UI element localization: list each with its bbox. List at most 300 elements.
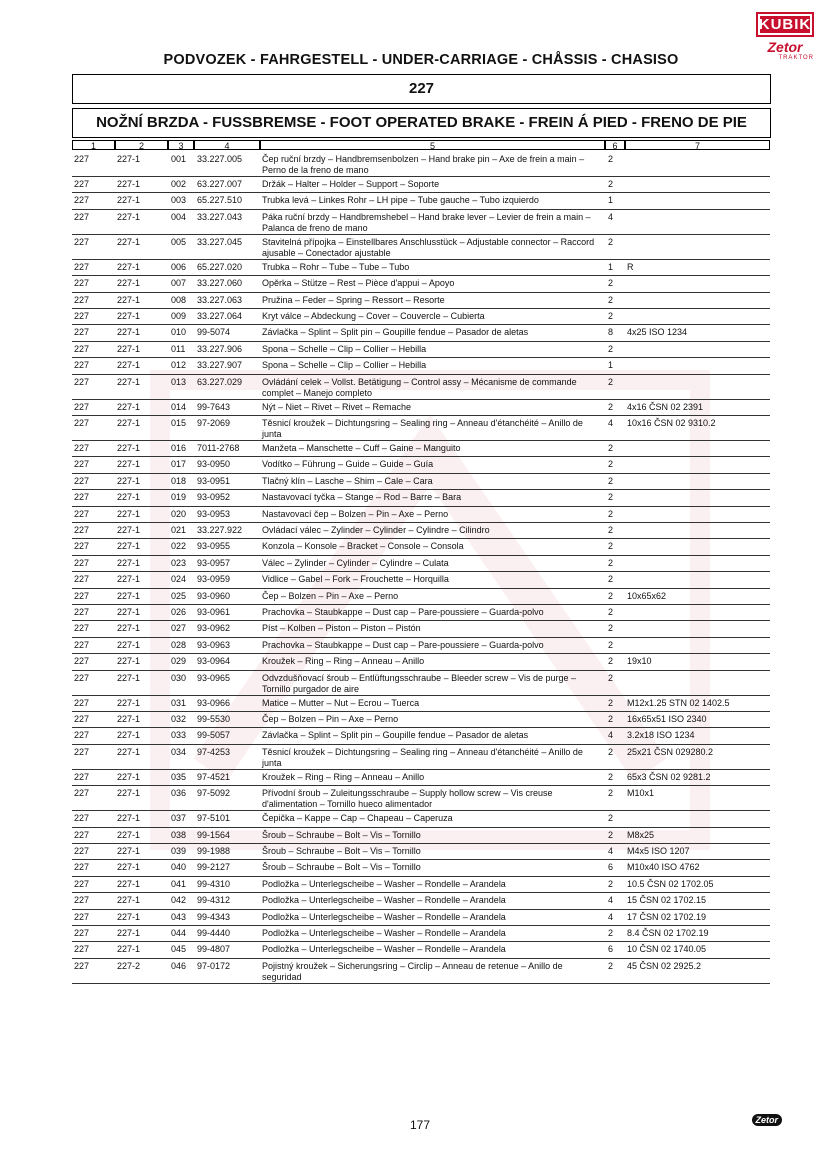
col-part-number: 93-0964 [197, 656, 231, 667]
col-description: Přívodní šroub – Zuleitungsschraube – Supply hollow screw – Vis creuse d'alimentation – Tornillo hueco alimentador [262, 788, 553, 810]
col-number: 227 [74, 846, 90, 856]
table-row [72, 210, 770, 235]
col-position: 034 [171, 746, 187, 757]
col-description: Těsnicí kroužek – Dichtungsring – Sealing ring – Anneau d'étanchéité – Anillo de junta [262, 418, 583, 439]
col-quantity: 2 [608, 508, 614, 519]
col-number: 227 [74, 443, 90, 453]
footer-zetor-logo: Zetor [752, 1114, 783, 1126]
col-description: Držák – Halter – Holder – Support – Soporte [262, 179, 440, 189]
col-part-number: 97-2069 [197, 418, 231, 428]
col-position: 012 [171, 360, 187, 371]
col-part-number: 33.227.906 [197, 343, 243, 354]
col-quantity: 2 [608, 590, 614, 601]
table-row [72, 152, 770, 177]
col-description: Šroub – Schraube – Bolt – Vis – Tornillo [262, 862, 421, 873]
col-part-number: 97-4521 [197, 771, 231, 782]
col-subgroup: 227-1 [117, 656, 141, 667]
col-quantity: 2 [608, 714, 614, 724]
column-header: 2 [115, 140, 168, 150]
col-part-number: 33.227.045 [197, 236, 243, 247]
col-note: 10x65x62 [627, 590, 667, 601]
col-number: 227 [74, 327, 90, 338]
col-subgroup: 227-1 [117, 672, 141, 683]
logo-subtext: TRAKTOR [778, 55, 814, 61]
col-quantity: 2 [608, 656, 614, 667]
col-description: Válec – Zylinder – Cylinder – Cylindre – Culata [262, 557, 449, 568]
table-row [72, 942, 770, 958]
page-number: 177 [409, 1118, 431, 1132]
col-subgroup: 227-1 [117, 846, 141, 856]
col-description: Odvzdušňovací šroub – Entlüftungsschraube – Bleeder screw – Vis de purge – Tornillo purgador de aire [262, 672, 577, 694]
table-row [72, 325, 770, 341]
col-position: 031 [171, 697, 187, 708]
col-position: 022 [171, 541, 187, 552]
table-row [72, 893, 770, 909]
col-subgroup: 227-1 [117, 327, 141, 338]
col-position: 006 [171, 261, 187, 272]
col-number: 227 [74, 771, 90, 782]
col-subgroup: 227-1 [117, 179, 141, 189]
col-subgroup: 227-1 [117, 623, 141, 634]
col-subgroup: 227-1 [117, 443, 141, 453]
col-part-number: 99-1988 [197, 846, 231, 856]
col-number: 227 [74, 508, 90, 519]
col-quantity: 4 [608, 211, 614, 222]
col-subgroup: 227-1 [117, 813, 141, 824]
col-part-number: 63.227.007 [197, 179, 243, 189]
col-note: 3.2x18 ISO 1234 [627, 730, 695, 741]
col-number: 227 [74, 944, 90, 955]
col-subgroup: 227-1 [117, 418, 141, 428]
col-number: 227 [74, 590, 90, 601]
col-note: M8x25 [627, 829, 655, 840]
table-row [72, 860, 770, 876]
col-number: 227 [74, 294, 90, 305]
col-number: 227 [74, 895, 90, 906]
col-position: 024 [171, 574, 187, 585]
col-subgroup: 227-1 [117, 492, 141, 503]
col-quantity: 2 [608, 557, 614, 568]
col-description: Vodítko – Führung – Guide – Guide – Guía [262, 459, 434, 470]
col-quantity: 1 [608, 195, 614, 206]
col-number: 227 [74, 261, 90, 272]
col-subgroup: 227-1 [117, 730, 141, 741]
column-header: 7 [625, 140, 770, 150]
col-note: 10.5 ČSN 02 1702.05 [627, 878, 714, 889]
col-subgroup: 227-1 [117, 401, 141, 412]
column-header: 3 [168, 140, 194, 150]
col-description: Kryt válce – Abdeckung – Cover – Couvercle – Cubierta [262, 311, 485, 321]
col-note: 45 ČSN 02 2925.2 [627, 960, 702, 971]
col-description: Opěrka – Stütze – Rest – Pièce d'appui – Apoyo [262, 278, 455, 289]
col-subgroup: 227-1 [117, 376, 141, 387]
col-description: Manžeta – Manschette – Cuff – Gaine – Manguito [262, 443, 461, 453]
col-description: Trubka levá – Linkes Rohr – LH pipe – Tube gauche – Tubo izquierdo [262, 195, 539, 206]
col-part-number: 93-0950 [197, 459, 231, 470]
col-description: Prachovka – Staubkappe – Dust cap – Pare-poussiere – Guarda-polvo [262, 639, 544, 650]
col-position: 043 [171, 911, 187, 922]
table-row [72, 474, 770, 490]
col-number: 227 [74, 714, 90, 724]
col-description: Nastavovací čep – Bolzen – Pin – Axe – Perno [262, 508, 449, 519]
col-quantity: 4 [608, 730, 614, 741]
col-quantity: 2 [608, 788, 614, 799]
col-subgroup: 227-1 [117, 541, 141, 552]
col-description: Kroužek – Ring – Ring – Anneau – Anillo [262, 771, 425, 782]
col-position: 004 [171, 211, 187, 222]
col-number: 227 [74, 639, 90, 650]
table-header [72, 140, 770, 151]
column-header: 4 [194, 140, 260, 150]
col-number: 227 [74, 960, 90, 971]
col-description: Čep – Bolzen – Pin – Axe – Perno [262, 590, 399, 601]
col-part-number: 97-4253 [197, 746, 231, 757]
table-row [72, 671, 770, 696]
table-row [72, 696, 770, 712]
col-description: Závlačka – Splint – Split pin – Goupille fendue – Pasador de aletas [262, 730, 529, 741]
table-row [72, 358, 770, 374]
col-description: Spona – Schelle – Clip – Collier – Hebilla [262, 343, 427, 354]
col-note: 16x65x51 ISO 2340 [627, 714, 707, 724]
col-position: 030 [171, 672, 187, 683]
col-position: 011 [171, 343, 186, 354]
col-subgroup: 227-1 [117, 788, 141, 799]
col-quantity: 2 [608, 401, 614, 412]
col-part-number: 93-0960 [197, 590, 231, 601]
col-part-number: 99-1564 [197, 829, 231, 840]
col-number: 227 [74, 541, 90, 552]
col-number: 227 [74, 418, 90, 428]
col-description: Páka ruční brzdy – Handbremshebel – Hand brake lever – Levier de frein a main – Palanca de freno de mano [262, 211, 591, 233]
col-subgroup: 227-1 [117, 195, 141, 206]
col-subgroup: 227-1 [117, 525, 141, 535]
col-quantity: 1 [608, 360, 614, 371]
col-position: 013 [171, 376, 187, 387]
col-note: 65x3 ČSN 02 9281.2 [627, 771, 711, 782]
col-note: 17 ČSN 02 1702.19 [627, 911, 707, 922]
col-description: Šroub – Schraube – Bolt – Vis – Tornillo [262, 829, 421, 840]
table-row [72, 728, 770, 744]
col-part-number: 93-0951 [197, 475, 231, 486]
col-quantity: 1 [608, 261, 614, 272]
col-part-number: 97-5101 [197, 813, 231, 824]
col-description: Pružina – Feder – Spring – Ressort – Resorte [262, 294, 445, 305]
col-position: 040 [171, 862, 187, 873]
col-subgroup: 227-2 [117, 960, 141, 971]
table-row [72, 400, 770, 416]
col-part-number: 33.227.060 [197, 278, 243, 289]
col-note: 25x21 ČSN 029280.2 [627, 746, 714, 757]
col-number: 227 [74, 475, 90, 486]
col-position: 003 [171, 195, 187, 206]
col-position: 045 [171, 944, 187, 955]
col-number: 227 [74, 459, 90, 470]
col-quantity: 2 [608, 525, 614, 535]
col-number: 227 [74, 179, 90, 189]
col-position: 039 [171, 846, 187, 856]
col-position: 001 [171, 154, 187, 164]
col-number: 227 [74, 878, 90, 889]
col-subgroup: 227-1 [117, 714, 141, 724]
col-subgroup: 227-1 [117, 343, 141, 354]
col-subgroup: 227-1 [117, 607, 141, 617]
col-subgroup: 227-1 [117, 475, 141, 486]
col-quantity: 6 [608, 862, 614, 873]
col-subgroup: 227-1 [117, 697, 141, 708]
col-description: Trubka – Rohr – Tube – Tube – Tubo [262, 261, 410, 272]
col-part-number: 93-0955 [197, 541, 231, 552]
table-row [72, 342, 770, 358]
col-part-number: 65.227.020 [197, 261, 243, 272]
col-quantity: 2 [608, 878, 614, 889]
col-position: 015 [171, 418, 187, 428]
col-subgroup: 227-1 [117, 746, 141, 757]
col-part-number: 93-0961 [197, 607, 231, 617]
col-subgroup: 227-1 [117, 944, 141, 955]
table-row [72, 572, 770, 588]
col-description: Ovládací válec – Zylinder – Cylinder – Cylindre – Cilindro [262, 525, 490, 535]
col-part-number: 93-0966 [197, 697, 231, 708]
col-position: 033 [171, 730, 187, 741]
col-subgroup: 227-1 [117, 911, 141, 922]
col-subgroup: 227-1 [117, 878, 141, 889]
col-quantity: 2 [608, 697, 614, 708]
col-position: 027 [171, 623, 187, 634]
table-row [72, 309, 770, 325]
col-quantity: 2 [608, 278, 614, 289]
table-row [72, 811, 770, 827]
col-part-number: 99-2127 [197, 862, 231, 873]
col-description: Závlačka – Splint – Split pin – Goupille fendue – Pasador de aletas [262, 327, 529, 338]
col-part-number: 93-0959 [197, 574, 231, 585]
table-row [72, 712, 770, 728]
col-part-number: 93-0963 [197, 639, 231, 650]
column-header: 6 [605, 140, 625, 150]
table-row [72, 177, 770, 193]
col-quantity: 2 [608, 623, 614, 634]
table-row [72, 654, 770, 670]
col-part-number: 33.227.043 [197, 211, 243, 222]
group-number: 227 [72, 74, 771, 104]
col-description: Čep – Bolzen – Pin – Axe – Perno [262, 714, 399, 724]
table-row [72, 293, 770, 309]
col-subgroup: 227-1 [117, 294, 141, 305]
col-position: 014 [171, 401, 187, 412]
col-position: 008 [171, 294, 187, 305]
col-number: 227 [74, 862, 90, 873]
col-subgroup: 227-1 [117, 895, 141, 906]
col-number: 227 [74, 697, 90, 708]
col-position: 005 [171, 236, 187, 247]
col-quantity: 2 [608, 459, 614, 470]
col-part-number: 93-0962 [197, 623, 231, 634]
col-quantity: 2 [608, 443, 614, 453]
col-note: M4x5 ISO 1207 [627, 846, 690, 856]
col-part-number: 63.227.029 [197, 376, 243, 387]
col-position: 007 [171, 278, 187, 289]
col-position: 019 [171, 492, 187, 503]
col-number: 227 [74, 211, 90, 222]
col-number: 227 [74, 195, 90, 206]
col-subgroup: 227-1 [117, 557, 141, 568]
col-subgroup: 227-1 [117, 278, 141, 289]
col-part-number: 33.227.064 [197, 311, 243, 321]
col-number: 227 [74, 360, 90, 371]
col-description: Tlačný klín – Lasche – Shim – Cale – Cara [262, 475, 433, 486]
col-part-number: 7011-2768 [197, 443, 240, 453]
col-note: 8.4 ČSN 02 1702.19 [627, 928, 709, 938]
table-row [72, 276, 770, 292]
col-description: Nýt – Niet – Rivet – Rivet – Remache [262, 401, 412, 412]
col-part-number: 99-4807 [197, 944, 231, 955]
col-quantity: 2 [608, 376, 614, 387]
col-description: Šroub – Schraube – Bolt – Vis – Tornillo [262, 846, 421, 856]
col-subgroup: 227-1 [117, 211, 141, 222]
col-quantity: 2 [608, 343, 614, 354]
col-quantity: 2 [608, 829, 614, 840]
col-quantity: 2 [608, 746, 614, 757]
col-number: 227 [74, 278, 90, 289]
col-subgroup: 227-1 [117, 771, 141, 782]
table-row [72, 959, 770, 984]
col-position: 042 [171, 895, 187, 906]
col-subgroup: 227-1 [117, 311, 141, 321]
col-description: Kroužek – Ring – Ring – Anneau – Anillo [262, 656, 425, 667]
col-note: 10 ČSN 02 1740.05 [627, 944, 707, 955]
col-subgroup: 227-1 [117, 639, 141, 650]
col-quantity: 2 [608, 813, 614, 824]
col-quantity: 2 [608, 236, 614, 247]
col-number: 227 [74, 574, 90, 585]
table-row [72, 910, 770, 926]
col-quantity: 2 [608, 154, 614, 164]
col-note: 19x10 [627, 656, 652, 667]
col-position: 037 [171, 813, 187, 824]
col-description: Stavitelná přípojka – Einstellbares Anschlusstück – Adjustable connector – Raccord ajusable – Conectador ajustable [262, 236, 595, 258]
col-quantity: 4 [608, 895, 614, 906]
table-row [72, 877, 770, 893]
col-number: 227 [74, 656, 90, 667]
col-subgroup: 227-1 [117, 574, 141, 585]
col-description: Těsnicí kroužek – Dichtungsring – Sealing ring – Anneau d'étanchéité – Anillo de junta [262, 746, 583, 768]
col-description: Píst – Kolben – Piston – Piston – Pistón [262, 623, 421, 634]
table-row [72, 786, 770, 811]
col-subgroup: 227-1 [117, 862, 141, 873]
col-note: M10x40 ISO 4762 [627, 862, 700, 873]
col-description: Konzola – Konsole – Bracket – Console – Consola [262, 541, 464, 552]
col-position: 036 [171, 788, 187, 799]
col-quantity: 2 [608, 672, 614, 683]
col-position: 017 [171, 459, 187, 470]
col-position: 002 [171, 179, 187, 189]
table-row [72, 523, 770, 539]
kubik-logo-text: KUBIK [756, 12, 814, 37]
col-subgroup: 227-1 [117, 508, 141, 519]
table-row [72, 621, 770, 637]
col-position: 026 [171, 607, 187, 617]
col-position: 018 [171, 475, 187, 486]
col-part-number: 99-5074 [197, 327, 231, 338]
col-subgroup: 227-1 [117, 154, 141, 164]
col-number: 227 [74, 813, 90, 824]
col-number: 227 [74, 525, 90, 535]
col-note: R [627, 261, 634, 272]
column-header: 1 [72, 140, 115, 150]
table-row [72, 770, 770, 786]
col-part-number: 33.227.063 [197, 294, 243, 305]
col-part-number: 93-0965 [197, 672, 231, 683]
col-description: Prachovka – Staubkappe – Dust cap – Pare-poussiere – Guarda-polvo [262, 607, 544, 617]
column-header: 5 [260, 140, 605, 150]
table-row [72, 260, 770, 276]
col-description: Spona – Schelle – Clip – Collier – Hebilla [262, 360, 427, 371]
table-row [72, 745, 770, 770]
col-number: 227 [74, 672, 90, 683]
col-subgroup: 227-1 [117, 236, 141, 247]
col-part-number: 99-5057 [197, 730, 231, 741]
col-quantity: 2 [608, 607, 614, 617]
col-number: 227 [74, 154, 90, 164]
col-quantity: 8 [608, 327, 614, 338]
section-title: NOŽNÍ BRZDA - FUSSBREMSE - FOOT OPERATED BRAKE - FREIN Á PIED - FRENO DE PIE [72, 108, 771, 138]
col-part-number: 99-4310 [197, 878, 231, 889]
table-row [72, 926, 770, 942]
col-part-number: 99-4312 [197, 895, 231, 906]
col-quantity: 4 [608, 911, 614, 922]
table-row [72, 490, 770, 506]
col-part-number: 33.227.907 [197, 360, 243, 371]
col-quantity: 2 [608, 639, 614, 650]
col-quantity: 2 [608, 960, 614, 971]
zetor-logo-text: Zetor [767, 39, 803, 55]
col-part-number: 93-0957 [197, 557, 231, 568]
col-description: Ovládání celek – Vollst. Betätigung – Control assy – Mécanisme de commande complet – Manejo completo [262, 376, 577, 398]
col-subgroup: 227-1 [117, 590, 141, 601]
col-description: Podložka – Unterlegscheibe – Washer – Rondelle – Arandela [262, 944, 506, 955]
col-number: 227 [74, 607, 90, 617]
col-position: 009 [171, 311, 187, 321]
col-number: 227 [74, 557, 90, 568]
col-position: 041 [171, 878, 187, 889]
col-description: Podložka – Unterlegscheibe – Washer – Rondelle – Arandela [262, 878, 506, 889]
col-position: 035 [171, 771, 187, 782]
col-note: 15 ČSN 02 1702.15 [627, 895, 707, 906]
col-quantity: 4 [608, 418, 614, 428]
col-note: 4x16 ČSN 02 2391 [627, 401, 704, 412]
table-row [72, 193, 770, 209]
col-number: 227 [74, 492, 90, 503]
table-row [72, 589, 770, 605]
col-number: 227 [74, 829, 90, 840]
table-row [72, 638, 770, 654]
col-quantity: 6 [608, 944, 614, 955]
col-description: Podložka – Unterlegscheibe – Washer – Rondelle – Arandela [262, 895, 506, 906]
col-position: 016 [171, 443, 187, 453]
col-quantity: 4 [608, 846, 614, 856]
table-row [72, 416, 770, 441]
col-position: 023 [171, 557, 187, 568]
col-position: 021 [171, 525, 187, 535]
col-part-number: 97-0172 [197, 960, 231, 971]
col-position: 032 [171, 714, 187, 724]
col-quantity: 2 [608, 771, 614, 782]
col-part-number: 93-0953 [197, 508, 231, 519]
col-position: 046 [171, 960, 187, 971]
col-number: 227 [74, 730, 90, 741]
col-note: 10x16 ČSN 02 9310.2 [627, 418, 716, 428]
col-subgroup: 227-1 [117, 459, 141, 470]
col-number: 227 [74, 623, 90, 634]
